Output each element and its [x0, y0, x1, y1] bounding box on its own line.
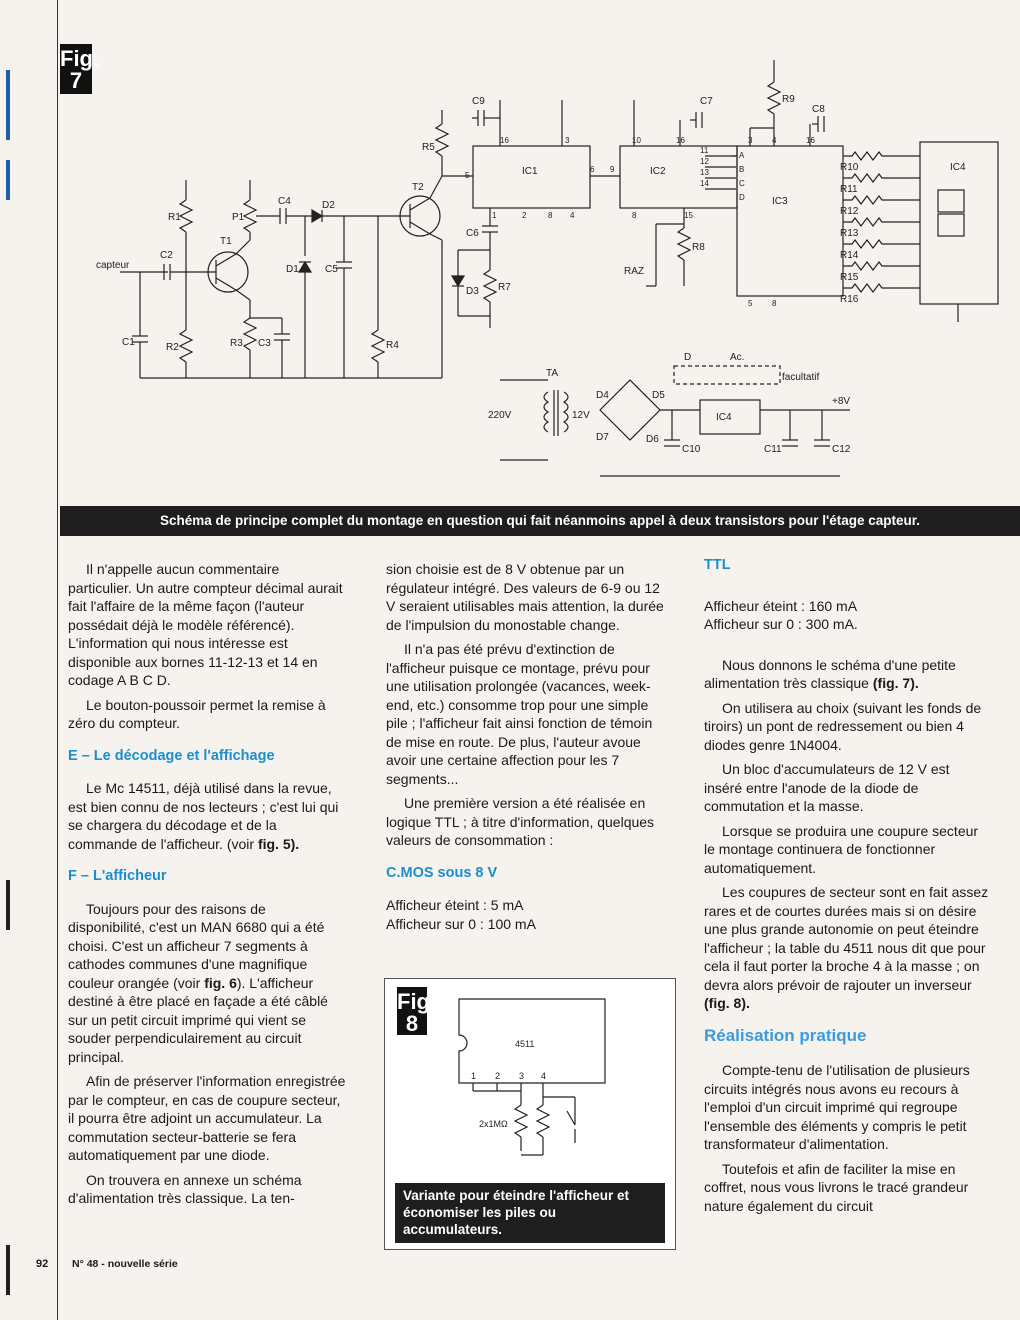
text-span: Le Mc 14511, déjà utilisé dans la revue, est bien connu de nos lecteurs ; c'est lui qui se chargera du décodage et de la commande de l'afficheur. (voir — [68, 780, 339, 852]
label-ta: TA — [546, 368, 559, 379]
pin-label: 3 — [519, 1071, 525, 1081]
svg-text:B: B — [739, 165, 745, 174]
label-d3: D3 — [466, 286, 479, 297]
pin-label: 2 — [495, 1071, 501, 1081]
figure-badge — [60, 44, 100, 94]
svg-text:10: 10 — [632, 136, 641, 145]
text-column-3 — [704, 556, 990, 1221]
label-r2: R2 — [166, 342, 179, 353]
svg-text:A: A — [739, 151, 745, 160]
paragraph: Lorsque se produira une coupure secteur le montage continuera de fonctionner automatiquement. — [704, 822, 979, 876]
figure-badge — [397, 987, 437, 1036]
svg-text:D: D — [739, 193, 745, 202]
svg-text:3: 3 — [748, 136, 753, 145]
label-r5: R5 — [422, 142, 435, 153]
text-span: Toujours pour des raisons de disponibilité, c'est un MAN 6680 qui a été choisi. C'est un afficheur 7 segments à cathodes communes d'une magnifique couleur orangée (voir — [68, 900, 325, 991]
paragraph: Il n'a pas été prévu d'extinction de l'afficheur puisque ce montage, prévu pour une utilisation prolongée (vacances, week-end, etc.) consomme trop pour une simple pile ; l'afficheur fait ainsi fonction de témoin de mise en route. De plus, l'auteur avoue avoir une certaine affection pour les 7 segments... — [386, 641, 653, 787]
consumption-line: Afficheur éteint : 160 mA — [704, 597, 858, 614]
svg-text:16: 16 — [676, 136, 685, 145]
label-c6: C6 — [466, 228, 479, 239]
label-c3: C3 — [258, 338, 271, 349]
label-r16: R16 — [840, 294, 859, 305]
section-heading-e: E – Le décodage et l'affichage — [68, 747, 275, 764]
paragraph: Un bloc d'accumulateurs de 12 V est inséré entre l'anode de la diode de commutation et la masse. — [704, 761, 950, 814]
text-span: Les coupures de secteur sont en fait assez rares et de courtes durées mais si on désire une plus grande autonomie on peut éteindre l'afficheur ; la table du 4511 nous dit que pour cela il faut porter la broche 4 à la masse ; on devra alors prévoir de rajouter un inverseur — [704, 884, 989, 993]
paragraph: Compte-tenu de l'utilisation de plusieurs circuits intégrés nous avons eu recours à l'emploi d'un circuit imprimé qui regroupe l'ensemble des éléments y compris le petit transformateur d'alimentation. — [704, 1062, 970, 1152]
svg-text:12: 12 — [700, 157, 709, 166]
resistor-array — [843, 152, 920, 292]
label-d7: D7 — [596, 432, 609, 443]
paragraph: On trouvera en annexe un schéma d'alimentation très classique. La ten- — [68, 1171, 302, 1206]
svg-text:15: 15 — [684, 211, 693, 220]
label-d6: D6 — [646, 434, 659, 445]
label-ic1: IC1 — [522, 166, 538, 177]
label-raz: RAZ — [624, 266, 644, 277]
label-r15: R15 — [840, 272, 859, 283]
svg-text:8: 8 — [548, 211, 553, 220]
resistor-label: 2x1MΩ — [479, 1119, 508, 1129]
label-d1: D1 — [286, 264, 299, 275]
label-facultatif: facultatif — [782, 372, 820, 383]
figure-badge-word: Fig. — [60, 46, 100, 71]
label-r9: R9 — [782, 94, 795, 105]
svg-text:14: 14 — [700, 179, 709, 188]
label-c11: C11 — [764, 444, 782, 455]
label-r14: R14 — [840, 250, 859, 261]
section-heading-realisation: Réalisation pratique — [704, 1025, 867, 1045]
svg-text:16: 16 — [806, 136, 815, 145]
label-220v: 220V — [488, 410, 512, 421]
svg-text:6: 6 — [590, 165, 595, 174]
paragraph: Afin de préserver l'information enregistrée par le compteur, en cas de coupure secteur, il pourra être adjoint un accumulateur. La commutation secteur-batterie se fera automatiquement par une diode. — [68, 1073, 346, 1163]
edge-dark-mark — [6, 880, 10, 930]
svg-text:5: 5 — [748, 299, 753, 308]
paragraph — [704, 656, 990, 693]
figure-ref: fig. 5). — [257, 835, 300, 852]
label-r10: R10 — [840, 162, 859, 173]
svg-text:8: 8 — [632, 211, 637, 220]
label-c8: C8 — [812, 104, 825, 115]
label-d5: D5 — [652, 390, 665, 401]
svg-text:11: 11 — [700, 146, 709, 155]
paragraph: sion choisie est de 8 V obtenue par un régulateur intégré. Des valeurs de 6-9 ou 12 V seraient utilisables mais attention, la durée de l'impulsion du monostable change. — [386, 561, 664, 633]
issue-label: N° 48 - nouvelle série — [72, 1258, 178, 1270]
consumption-line: Afficheur sur 0 : 100 mA — [386, 915, 536, 932]
section-heading-f: F – L'afficheur — [68, 868, 167, 884]
transformer-icon — [544, 390, 568, 436]
svg-text:13: 13 — [700, 168, 709, 177]
svg-text:5: 5 — [465, 171, 470, 180]
seven-segment-display-icon — [938, 190, 964, 236]
label-t2: T2 — [412, 182, 424, 193]
label-d4: D4 — [596, 390, 609, 401]
svg-text:16: 16 — [500, 136, 509, 145]
label-r7: R7 — [498, 282, 511, 293]
text-column-1 — [68, 560, 346, 1214]
label-r3: R3 — [230, 338, 243, 349]
chip-label: 4511 — [515, 1039, 535, 1049]
label-r11: R11 — [840, 184, 858, 195]
svg-text:2: 2 — [522, 211, 527, 220]
label-r8: R8 — [692, 242, 705, 253]
figure-ref: (fig. 8). — [704, 995, 750, 1011]
svg-text:8: 8 — [772, 299, 777, 308]
circuit-diagram — [60, 0, 1020, 502]
label-ic4-regulator: IC4 — [716, 412, 732, 423]
page-number: 92 — [36, 1258, 49, 1270]
label-p1: P1 — [232, 212, 245, 223]
figure-ref: (fig. 7). — [872, 675, 919, 691]
pin-label: 1 — [471, 1071, 477, 1081]
label-c10: C10 — [682, 444, 701, 455]
label-12v: 12V — [572, 410, 590, 421]
figure-8 — [384, 978, 676, 1250]
paragraph — [704, 883, 990, 1013]
svg-text:4: 4 — [772, 136, 777, 145]
svg-text:C: C — [739, 179, 745, 188]
page-margin-rule — [57, 0, 58, 1320]
label-c7: C7 — [700, 96, 713, 107]
label-plus-8v: +8V — [832, 396, 851, 407]
edge-color-mark — [6, 160, 10, 200]
label-r1: R1 — [168, 212, 181, 223]
label-c9: C9 — [472, 96, 485, 107]
figure-7-schematic — [60, 0, 1020, 502]
paragraph: Le bouton-poussoir permet la remise à zéro du compteur. — [68, 696, 326, 731]
label-d-optional: D — [684, 352, 692, 363]
label-ic3: IC3 — [772, 196, 788, 207]
text-span: Nous donnons le schéma d'une petite alimentation très classique — [704, 656, 956, 691]
label-r4: R4 — [386, 340, 399, 351]
label-ic2: IC2 — [650, 166, 666, 177]
label-t1: T1 — [220, 236, 232, 247]
section-heading-cmos: C.MOS sous 8 V — [386, 864, 498, 881]
paragraph — [68, 779, 346, 853]
paragraph: Il n'appelle aucun commentaire particulier. Un autre compteur décimal aurait fait l'affaire de la même façon (l'auteur possédait déjà le modèle référencé). L'information qui nous intéresse est disponible aux bornes 11-12-13 et 14 en codage A B C D. — [68, 561, 343, 688]
svg-text:3: 3 — [565, 136, 570, 145]
figure-badge-word: Fig. — [397, 989, 437, 1014]
figure-badge-number: 7 — [69, 68, 83, 93]
figure-8-caption: Variante pour éteindre l'afficheur et économiser les piles ou accumulateurs. — [395, 1183, 665, 1243]
label-r12: R12 — [840, 206, 859, 217]
label-d2: D2 — [322, 200, 335, 211]
svg-text:1: 1 — [492, 211, 497, 220]
label-c12: C12 — [832, 444, 851, 455]
pin-label: 4 — [541, 1071, 547, 1081]
label-c5: C5 — [325, 264, 338, 275]
label-c1: C1 — [122, 337, 135, 348]
edge-dark-mark — [6, 1245, 10, 1295]
consumption-line: Afficheur sur 0 : 300 mA. — [704, 616, 858, 632]
label-r13: R13 — [840, 228, 859, 239]
paragraph: Toutefois et afin de faciliter la mise en coffret, nous vous livrons le tracé grandeur nature également du circuit — [704, 1160, 969, 1214]
label-c4: C4 — [278, 196, 291, 207]
figure-ref: fig. 6 — [204, 974, 237, 991]
figure-7-caption: Schéma de principe complet du montage en question qui fait néanmoins appel à deux transistors pour l'étage capteur. — [60, 506, 1020, 536]
paragraph — [68, 900, 346, 1067]
figure-badge-number: 8 — [405, 1011, 419, 1036]
paragraph: Une première version a été réalisée en logique TTL ; à titre d'information, quelques valeurs de consommation : — [386, 795, 655, 848]
label-c2: C2 — [160, 250, 173, 261]
edge-color-mark — [6, 70, 10, 140]
svg-text:4: 4 — [570, 211, 575, 220]
label-capteur: capteur — [96, 260, 130, 271]
svg-text:9: 9 — [610, 165, 615, 174]
text-column-2 — [386, 560, 668, 939]
consumption-line: Afficheur éteint : 5 mA — [386, 897, 524, 913]
text-span: ). L'afficheur destiné à être placé en façade a été câblé sur un petit circuit imprimé qui vient se souder perpendiculairement au circuit principal. — [68, 974, 328, 1065]
paragraph: On utilisera au choix (suivant les fonds de tiroirs) un pont de redressement ou bien 4 diodes genre 1N4004. — [704, 699, 982, 753]
label-ac: Ac. — [730, 352, 745, 363]
label-ic4: IC4 — [950, 162, 966, 173]
section-heading-ttl: TTL — [704, 557, 731, 573]
